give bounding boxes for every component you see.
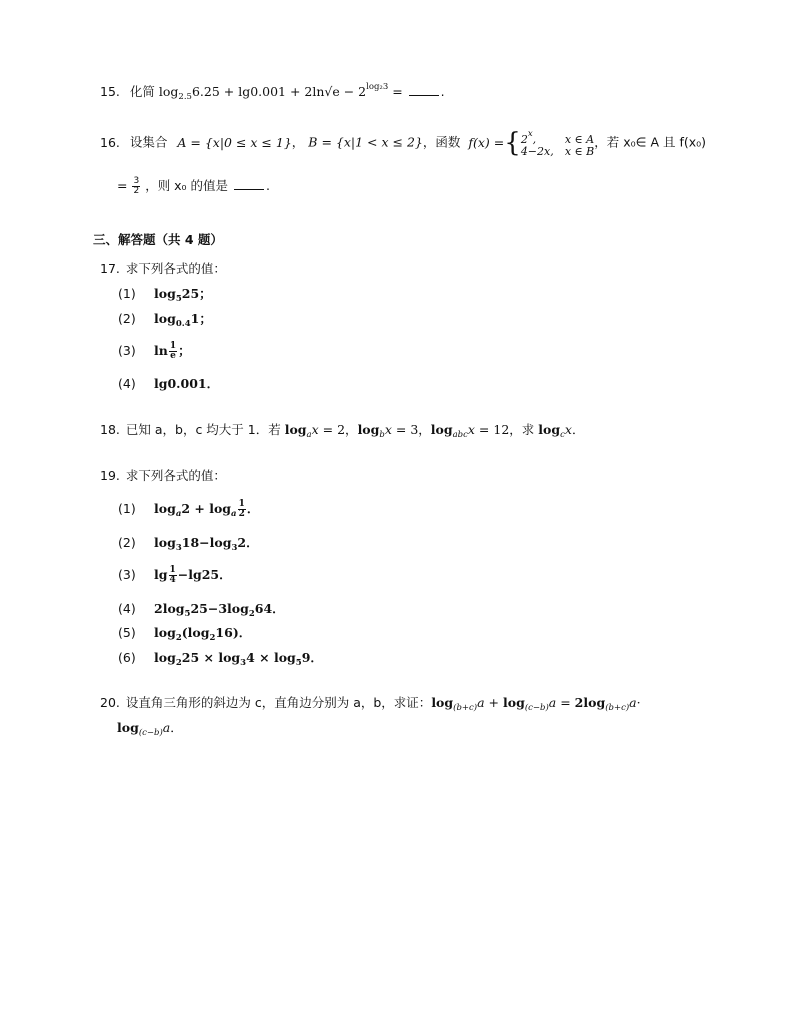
q19-item-2: (2) $\log_318-\log_32$． xyxy=(118,535,259,553)
question-20: 20. 设直角三角形的斜边为 c，直角边分别为 a，b，求证：$\log_{(b+c)}a + \log_{(c-b)}a = 2\log_{(b+c)}a\cdot$ xyxy=(100,695,641,713)
function-name: f(x) = xyxy=(468,134,505,150)
question-20-continued: $\log_{(c-b)}a$． xyxy=(117,720,183,738)
question-16: 16. 设集合 A = {x|0 ≤ x ≤ 1}， B = {x|1 < x ≤ 2}，函数 f(x) ={ 2$^x$, x ∈ A 4−2x, x ∈ B ，若 x₀∈ A 且 f(x₀) xyxy=(100,128,707,158)
condition-text: ，若 x₀∈ A 且 f(x₀) xyxy=(594,134,707,150)
q19-item-3: (3) lg $\frac{1}{4}$ −lg25． xyxy=(118,565,232,585)
question-15: 15. 化简 $\log_{2.5}6.25 + \lg 0.001 + 2\ln√e - 2^{log_23}$ = . xyxy=(100,82,445,102)
section-heading: 三、解答题（共 4 题） xyxy=(93,232,223,247)
question-19: 19. 求下列各式的值： xyxy=(100,468,226,483)
q17-item-4: (4) lg0.001． xyxy=(118,376,220,391)
answer-blank xyxy=(234,178,264,190)
question-18: 18. 已知 a，b，c 均大于 1．若 $\log_ax = 2$，$\log_bx = 3$，$\log_{abc}x = 12$，求 $\log_cx$． xyxy=(100,422,585,440)
q17-item-2: (2) $\log_{0.4}1$； xyxy=(118,311,212,329)
q17-item-3: (3) ln $\frac{1}{e}$ ； xyxy=(118,341,191,361)
question-lead: 化简 xyxy=(129,84,155,99)
q17-item-1: (1) $\log_525$； xyxy=(118,286,212,304)
answer-blank xyxy=(409,84,439,96)
q19-item-5: (5) $\log_2(\log_216)$． xyxy=(118,625,252,643)
q19-item-1: (1) $\log_a2 + \log_a$ $\frac{1}{2}$ ． xyxy=(118,499,260,519)
expression: $\log_{2.5}6.25 + \lg 0.001 + 2\ln√e - 2^{log_23}$ = xyxy=(158,82,407,102)
piecewise-cases: 2$^x$, x ∈ A 4−2x, x ∈ B xyxy=(520,129,595,158)
question-lead: 设集合 xyxy=(129,134,168,150)
q19-item-6: (6) $\log_225 \times \log_34 \times \log_59$． xyxy=(118,650,323,668)
question-16-continued: = $\frac{3}{2}$ ，则 x₀ 的值是 . xyxy=(117,176,271,196)
set-b: B = {x|1 < x ≤ 2} xyxy=(308,134,423,150)
question-number: 16. xyxy=(100,134,120,150)
fraction: $\frac{3}{2}$ xyxy=(133,176,140,196)
q19-item-4: (4) $2\log_525-3\log_264$． xyxy=(118,601,285,619)
question-number: 15. xyxy=(100,84,120,99)
question-17: 17. 求下列各式的值： xyxy=(100,261,226,276)
set-a: A = {x|0 ≤ x ≤ 1} xyxy=(177,134,292,150)
